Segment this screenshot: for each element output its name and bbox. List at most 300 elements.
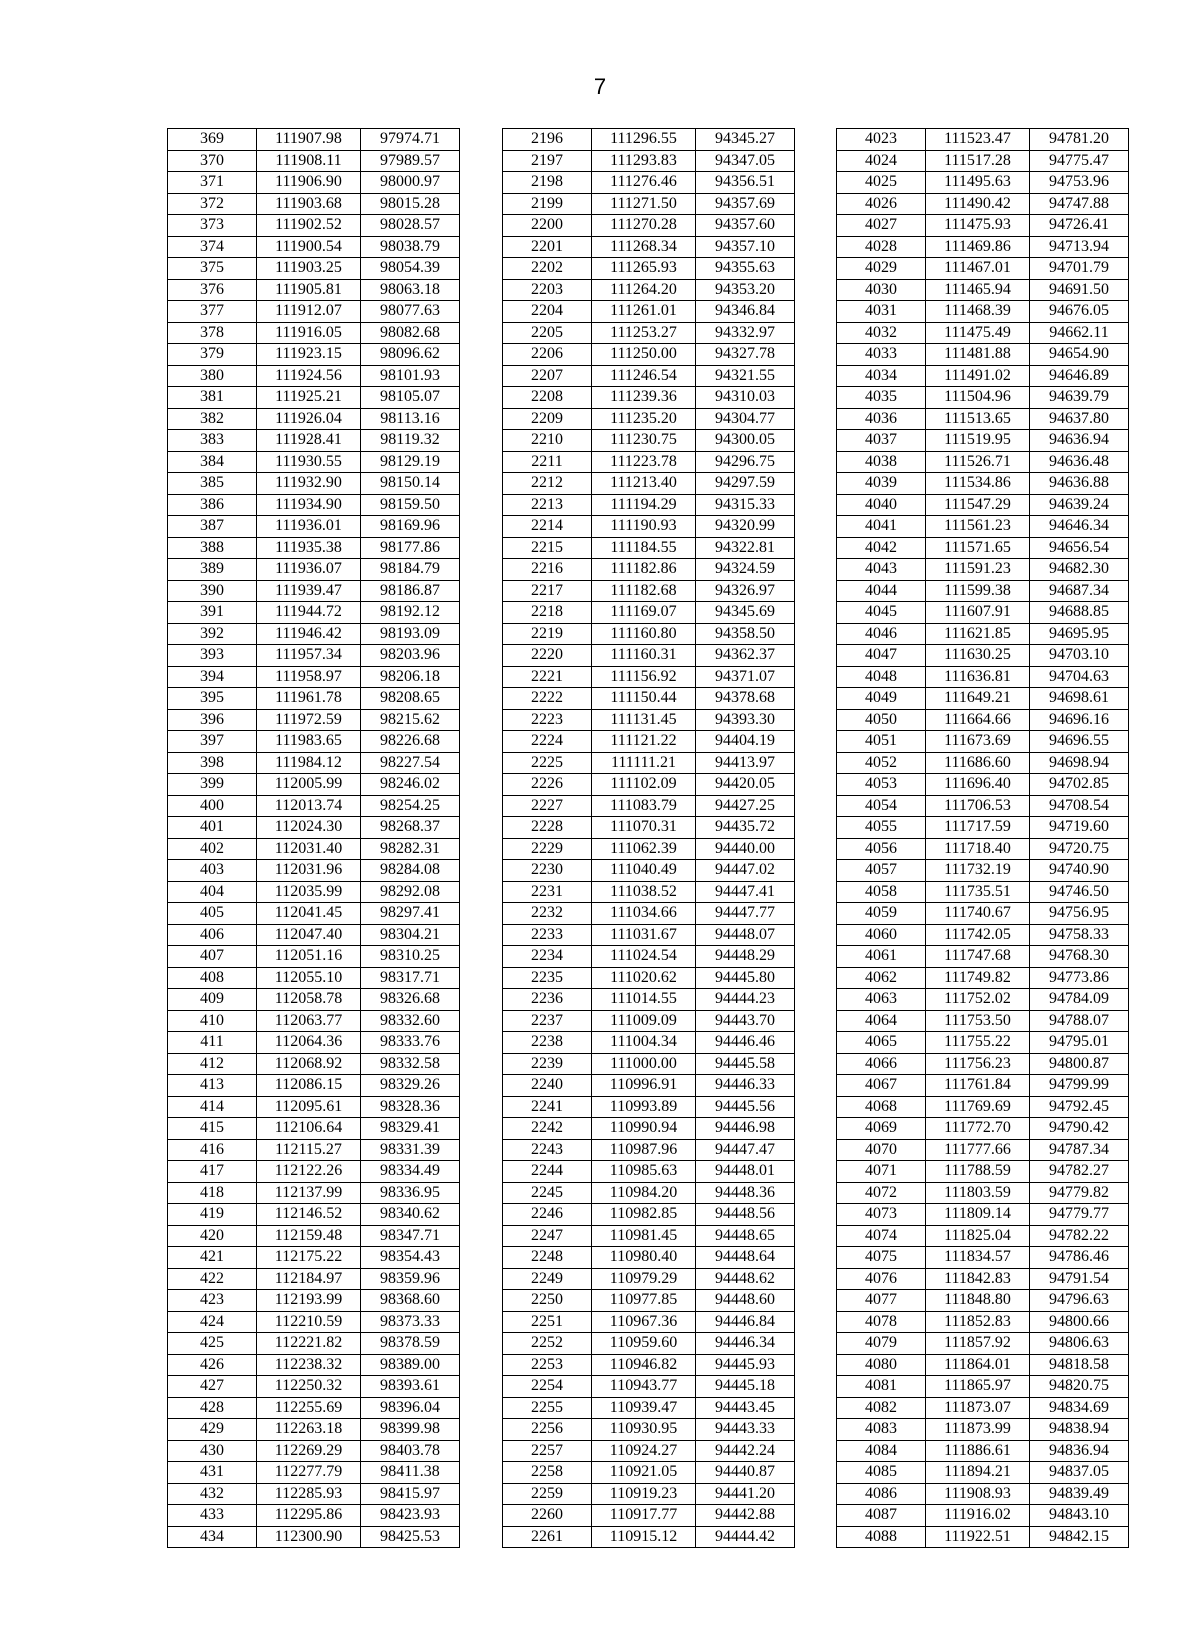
table-row	[503, 903, 795, 925]
x-coordinate-cell: 111755.22	[926, 1032, 1030, 1054]
table-row	[837, 1204, 1129, 1226]
table-row	[168, 344, 460, 366]
table-row	[837, 924, 1129, 946]
table-row	[503, 860, 795, 882]
y-coordinate-cell: 98105.07	[361, 387, 460, 409]
y-coordinate-cell: 94701.79	[1030, 258, 1129, 280]
y-coordinate-cell: 94698.61	[1030, 688, 1129, 710]
x-coordinate-cell: 112285.93	[257, 1483, 361, 1505]
table-row	[837, 1075, 1129, 1097]
y-coordinate-cell: 94758.33	[1030, 924, 1129, 946]
x-coordinate-cell: 111865.97	[926, 1376, 1030, 1398]
table-row	[168, 1526, 460, 1548]
table-row	[168, 387, 460, 409]
x-coordinate-cell: 111761.84	[926, 1075, 1030, 1097]
x-coordinate-cell: 111621.85	[926, 623, 1030, 645]
y-coordinate-cell: 98227.54	[361, 752, 460, 774]
page-number: 7	[593, 74, 607, 99]
point-number-cell: 403	[168, 860, 257, 882]
x-coordinate-cell: 111467.01	[926, 258, 1030, 280]
x-coordinate-cell: 111239.36	[592, 387, 696, 409]
point-number-cell: 4054	[837, 795, 926, 817]
x-coordinate-cell: 111156.92	[592, 666, 696, 688]
x-coordinate-cell: 110919.23	[592, 1483, 696, 1505]
table-row	[503, 494, 795, 516]
x-coordinate-cell: 111475.49	[926, 322, 1030, 344]
point-number-cell: 2219	[503, 623, 592, 645]
x-coordinate-cell: 111264.20	[592, 279, 696, 301]
table-row	[837, 322, 1129, 344]
table-row	[168, 301, 460, 323]
x-coordinate-cell: 111591.23	[926, 559, 1030, 581]
x-coordinate-cell: 111803.59	[926, 1182, 1030, 1204]
y-coordinate-cell: 94445.80	[696, 967, 795, 989]
y-coordinate-cell: 98119.32	[361, 430, 460, 452]
table-row	[837, 731, 1129, 753]
y-coordinate-cell: 94768.30	[1030, 946, 1129, 968]
table-row	[168, 1032, 460, 1054]
y-coordinate-cell: 98333.76	[361, 1032, 460, 1054]
y-coordinate-cell: 94446.98	[696, 1118, 795, 1140]
y-coordinate-cell: 98282.31	[361, 838, 460, 860]
table-row	[837, 1268, 1129, 1290]
x-coordinate-cell: 110959.60	[592, 1333, 696, 1355]
point-number-cell: 4024	[837, 150, 926, 172]
point-number-cell: 4053	[837, 774, 926, 796]
point-number-cell: 389	[168, 559, 257, 581]
x-coordinate-cell: 112035.99	[257, 881, 361, 903]
x-coordinate-cell: 111649.21	[926, 688, 1030, 710]
y-coordinate-cell: 94326.97	[696, 580, 795, 602]
y-coordinate-cell: 94782.22	[1030, 1225, 1129, 1247]
x-coordinate-cell: 112106.64	[257, 1118, 361, 1140]
table-row	[837, 559, 1129, 581]
table-row	[503, 1376, 795, 1398]
table-row	[168, 1354, 460, 1376]
point-number-cell: 4042	[837, 537, 926, 559]
table-row	[837, 1419, 1129, 1441]
x-coordinate-cell: 110987.96	[592, 1139, 696, 1161]
point-number-cell: 2230	[503, 860, 592, 882]
y-coordinate-cell: 98423.93	[361, 1505, 460, 1527]
table-row	[837, 516, 1129, 538]
table-row	[503, 1204, 795, 1226]
x-coordinate-cell: 111903.68	[257, 193, 361, 215]
point-number-cell: 425	[168, 1333, 257, 1355]
point-number-cell: 2245	[503, 1182, 592, 1204]
table-row	[837, 344, 1129, 366]
point-number-cell: 420	[168, 1225, 257, 1247]
x-coordinate-cell: 112221.82	[257, 1333, 361, 1355]
table-row	[168, 1139, 460, 1161]
table-row	[168, 924, 460, 946]
table-row	[503, 731, 795, 753]
point-number-cell: 410	[168, 1010, 257, 1032]
table-row	[168, 473, 460, 495]
table-row	[503, 580, 795, 602]
point-number-cell: 419	[168, 1204, 257, 1226]
point-number-cell: 406	[168, 924, 257, 946]
point-number-cell: 2248	[503, 1247, 592, 1269]
point-number-cell: 411	[168, 1032, 257, 1054]
x-coordinate-cell: 110930.95	[592, 1419, 696, 1441]
point-number-cell: 4087	[837, 1505, 926, 1527]
x-coordinate-cell: 111753.50	[926, 1010, 1030, 1032]
table-row	[837, 881, 1129, 903]
x-coordinate-cell: 111905.81	[257, 279, 361, 301]
point-number-cell: 4047	[837, 645, 926, 667]
point-number-cell: 413	[168, 1075, 257, 1097]
table-row	[168, 1333, 460, 1355]
x-coordinate-cell: 112255.69	[257, 1397, 361, 1419]
point-number-cell: 4073	[837, 1204, 926, 1226]
y-coordinate-cell: 98297.41	[361, 903, 460, 925]
table-row	[837, 666, 1129, 688]
point-number-cell: 2254	[503, 1376, 592, 1398]
x-coordinate-cell: 111926.04	[257, 408, 361, 430]
x-coordinate-cell: 111696.40	[926, 774, 1030, 796]
y-coordinate-cell: 94448.62	[696, 1268, 795, 1290]
y-coordinate-cell: 94420.05	[696, 774, 795, 796]
point-number-cell: 2247	[503, 1225, 592, 1247]
point-number-cell: 4049	[837, 688, 926, 710]
point-number-cell: 4058	[837, 881, 926, 903]
point-number-cell: 4034	[837, 365, 926, 387]
x-coordinate-cell: 111102.09	[592, 774, 696, 796]
y-coordinate-cell: 94442.88	[696, 1505, 795, 1527]
table-row	[503, 1139, 795, 1161]
x-coordinate-cell: 110943.77	[592, 1376, 696, 1398]
y-coordinate-cell: 98113.16	[361, 408, 460, 430]
point-number-cell: 2236	[503, 989, 592, 1011]
point-number-cell: 4085	[837, 1462, 926, 1484]
y-coordinate-cell: 94322.81	[696, 537, 795, 559]
point-number-cell: 382	[168, 408, 257, 430]
point-number-cell: 4050	[837, 709, 926, 731]
y-coordinate-cell: 94687.34	[1030, 580, 1129, 602]
x-coordinate-cell: 111630.25	[926, 645, 1030, 667]
x-coordinate-cell: 111924.56	[257, 365, 361, 387]
table-row	[168, 817, 460, 839]
x-coordinate-cell: 111673.69	[926, 731, 1030, 753]
point-number-cell: 4033	[837, 344, 926, 366]
y-coordinate-cell: 94440.00	[696, 838, 795, 860]
x-coordinate-cell: 111223.78	[592, 451, 696, 473]
point-number-cell: 4035	[837, 387, 926, 409]
x-coordinate-cell: 111944.72	[257, 602, 361, 624]
point-number-cell: 2217	[503, 580, 592, 602]
x-coordinate-cell: 111513.65	[926, 408, 1030, 430]
y-coordinate-cell: 94347.05	[696, 150, 795, 172]
y-coordinate-cell: 94440.87	[696, 1462, 795, 1484]
point-number-cell: 2215	[503, 537, 592, 559]
table-row	[168, 537, 460, 559]
table-row	[503, 559, 795, 581]
point-number-cell: 421	[168, 1247, 257, 1269]
y-coordinate-cell: 98292.08	[361, 881, 460, 903]
x-coordinate-cell: 111547.29	[926, 494, 1030, 516]
point-number-cell: 422	[168, 1268, 257, 1290]
point-number-cell: 434	[168, 1526, 257, 1548]
x-coordinate-cell: 111250.00	[592, 344, 696, 366]
table-row	[168, 172, 460, 194]
x-coordinate-cell: 111908.11	[257, 150, 361, 172]
table-row	[168, 1161, 460, 1183]
y-coordinate-cell: 98268.37	[361, 817, 460, 839]
table-row	[837, 430, 1129, 452]
table-row	[168, 1225, 460, 1247]
table-row	[503, 967, 795, 989]
x-coordinate-cell: 111788.59	[926, 1161, 1030, 1183]
point-number-cell: 2239	[503, 1053, 592, 1075]
point-number-cell: 4048	[837, 666, 926, 688]
table-row	[837, 860, 1129, 882]
y-coordinate-cell: 98192.12	[361, 602, 460, 624]
point-number-cell: 4063	[837, 989, 926, 1011]
y-coordinate-cell: 98226.68	[361, 731, 460, 753]
point-number-cell: 2258	[503, 1462, 592, 1484]
x-coordinate-cell: 111972.59	[257, 709, 361, 731]
y-coordinate-cell: 94792.45	[1030, 1096, 1129, 1118]
table-row	[503, 215, 795, 237]
y-coordinate-cell: 94448.56	[696, 1204, 795, 1226]
y-coordinate-cell: 94818.58	[1030, 1354, 1129, 1376]
x-coordinate-cell: 111735.51	[926, 881, 1030, 903]
point-number-cell: 4029	[837, 258, 926, 280]
table-row	[168, 1118, 460, 1140]
coordinates-table-1	[167, 128, 460, 1548]
x-coordinate-cell: 111190.93	[592, 516, 696, 538]
x-coordinate-cell: 111182.86	[592, 559, 696, 581]
x-coordinate-cell: 111756.23	[926, 1053, 1030, 1075]
point-number-cell: 387	[168, 516, 257, 538]
y-coordinate-cell: 98403.78	[361, 1440, 460, 1462]
y-coordinate-cell: 98326.68	[361, 989, 460, 1011]
y-coordinate-cell: 98101.93	[361, 365, 460, 387]
table-row	[168, 258, 460, 280]
y-coordinate-cell: 94355.63	[696, 258, 795, 280]
table-row	[837, 236, 1129, 258]
table-row	[168, 989, 460, 1011]
point-number-cell: 2214	[503, 516, 592, 538]
x-coordinate-cell: 112250.32	[257, 1376, 361, 1398]
table-row	[168, 752, 460, 774]
x-coordinate-cell: 111270.28	[592, 215, 696, 237]
table-row	[837, 774, 1129, 796]
table-row	[503, 1505, 795, 1527]
table-row	[837, 1354, 1129, 1376]
point-number-cell: 2204	[503, 301, 592, 323]
table-row	[168, 967, 460, 989]
y-coordinate-cell: 94637.80	[1030, 408, 1129, 430]
y-coordinate-cell: 94639.24	[1030, 494, 1129, 516]
table-row	[168, 1010, 460, 1032]
x-coordinate-cell: 112031.40	[257, 838, 361, 860]
table-row	[168, 860, 460, 882]
y-coordinate-cell: 94353.20	[696, 279, 795, 301]
point-number-cell: 426	[168, 1354, 257, 1376]
y-coordinate-cell: 94662.11	[1030, 322, 1129, 344]
table-row	[168, 1268, 460, 1290]
y-coordinate-cell: 94444.42	[696, 1526, 795, 1548]
point-number-cell: 2231	[503, 881, 592, 903]
y-coordinate-cell: 94753.96	[1030, 172, 1129, 194]
y-coordinate-cell: 94446.33	[696, 1075, 795, 1097]
x-coordinate-cell: 112005.99	[257, 774, 361, 796]
point-number-cell: 427	[168, 1376, 257, 1398]
point-number-cell: 2222	[503, 688, 592, 710]
x-coordinate-cell: 111571.65	[926, 537, 1030, 559]
point-number-cell: 2218	[503, 602, 592, 624]
x-coordinate-cell: 111607.91	[926, 602, 1030, 624]
y-coordinate-cell: 98203.96	[361, 645, 460, 667]
table-row	[837, 1397, 1129, 1419]
y-coordinate-cell: 94441.20	[696, 1483, 795, 1505]
y-coordinate-cell: 94796.63	[1030, 1290, 1129, 1312]
x-coordinate-cell: 112159.48	[257, 1225, 361, 1247]
table-row	[168, 946, 460, 968]
table-row	[503, 602, 795, 624]
table-row	[168, 1096, 460, 1118]
y-coordinate-cell: 94691.50	[1030, 279, 1129, 301]
y-coordinate-cell: 94756.95	[1030, 903, 1129, 925]
y-coordinate-cell: 94740.90	[1030, 860, 1129, 882]
x-coordinate-cell: 110921.05	[592, 1462, 696, 1484]
table-row	[168, 150, 460, 172]
y-coordinate-cell: 94696.55	[1030, 731, 1129, 753]
point-number-cell: 2256	[503, 1419, 592, 1441]
point-number-cell: 385	[168, 473, 257, 495]
table-row	[837, 903, 1129, 925]
y-coordinate-cell: 94784.09	[1030, 989, 1129, 1011]
table-row	[168, 602, 460, 624]
y-coordinate-cell: 98354.43	[361, 1247, 460, 1269]
y-coordinate-cell: 98347.71	[361, 1225, 460, 1247]
x-coordinate-cell: 111490.42	[926, 193, 1030, 215]
y-coordinate-cell: 94427.25	[696, 795, 795, 817]
y-coordinate-cell: 94445.93	[696, 1354, 795, 1376]
point-number-cell: 4028	[837, 236, 926, 258]
table-row	[503, 1333, 795, 1355]
y-coordinate-cell: 94713.94	[1030, 236, 1129, 258]
table-row	[837, 580, 1129, 602]
x-coordinate-cell: 112238.32	[257, 1354, 361, 1376]
y-coordinate-cell: 94445.56	[696, 1096, 795, 1118]
point-number-cell: 4071	[837, 1161, 926, 1183]
x-coordinate-cell: 112115.27	[257, 1139, 361, 1161]
point-number-cell: 424	[168, 1311, 257, 1333]
y-coordinate-cell: 94297.59	[696, 473, 795, 495]
x-coordinate-cell: 112263.18	[257, 1419, 361, 1441]
y-coordinate-cell: 94786.46	[1030, 1247, 1129, 1269]
table-row	[503, 516, 795, 538]
y-coordinate-cell: 94746.50	[1030, 881, 1129, 903]
x-coordinate-cell: 110990.94	[592, 1118, 696, 1140]
y-coordinate-cell: 98284.08	[361, 860, 460, 882]
y-coordinate-cell: 94773.86	[1030, 967, 1129, 989]
point-number-cell: 4074	[837, 1225, 926, 1247]
point-number-cell: 2227	[503, 795, 592, 817]
x-coordinate-cell: 110984.20	[592, 1182, 696, 1204]
x-coordinate-cell: 111686.60	[926, 752, 1030, 774]
y-coordinate-cell: 94781.20	[1030, 129, 1129, 151]
x-coordinate-cell: 111958.97	[257, 666, 361, 688]
y-coordinate-cell: 94435.72	[696, 817, 795, 839]
y-coordinate-cell: 94842.15	[1030, 1526, 1129, 1548]
point-number-cell: 4075	[837, 1247, 926, 1269]
point-number-cell: 4027	[837, 215, 926, 237]
y-coordinate-cell: 94636.94	[1030, 430, 1129, 452]
y-coordinate-cell: 98150.14	[361, 473, 460, 495]
point-number-cell: 371	[168, 172, 257, 194]
y-coordinate-cell: 94696.16	[1030, 709, 1129, 731]
y-coordinate-cell: 94448.07	[696, 924, 795, 946]
x-coordinate-cell: 110967.36	[592, 1311, 696, 1333]
y-coordinate-cell: 98368.60	[361, 1290, 460, 1312]
x-coordinate-cell: 110980.40	[592, 1247, 696, 1269]
y-coordinate-cell: 94639.79	[1030, 387, 1129, 409]
point-number-cell: 4078	[837, 1311, 926, 1333]
point-number-cell: 370	[168, 150, 257, 172]
point-number-cell: 399	[168, 774, 257, 796]
table-row	[503, 1268, 795, 1290]
point-number-cell: 2226	[503, 774, 592, 796]
x-coordinate-cell: 111062.39	[592, 838, 696, 860]
x-coordinate-cell: 112031.96	[257, 860, 361, 882]
y-coordinate-cell: 98396.04	[361, 1397, 460, 1419]
point-number-cell: 2209	[503, 408, 592, 430]
x-coordinate-cell: 112122.26	[257, 1161, 361, 1183]
y-coordinate-cell: 94806.63	[1030, 1333, 1129, 1355]
table-row	[168, 1053, 460, 1075]
x-coordinate-cell: 111939.47	[257, 580, 361, 602]
table-row	[168, 451, 460, 473]
x-coordinate-cell: 111664.66	[926, 709, 1030, 731]
point-number-cell: 4056	[837, 838, 926, 860]
point-number-cell: 396	[168, 709, 257, 731]
y-coordinate-cell: 94443.70	[696, 1010, 795, 1032]
table-row	[168, 688, 460, 710]
y-coordinate-cell: 94775.47	[1030, 150, 1129, 172]
table-row	[837, 1526, 1129, 1548]
x-coordinate-cell: 111160.31	[592, 645, 696, 667]
x-coordinate-cell: 111922.51	[926, 1526, 1030, 1548]
point-number-cell: 4069	[837, 1118, 926, 1140]
point-number-cell: 2257	[503, 1440, 592, 1462]
point-number-cell: 401	[168, 817, 257, 839]
x-coordinate-cell: 111777.66	[926, 1139, 1030, 1161]
table-row	[837, 387, 1129, 409]
table-row	[168, 645, 460, 667]
point-number-cell: 2249	[503, 1268, 592, 1290]
table-row	[503, 1462, 795, 1484]
y-coordinate-cell: 98000.97	[361, 172, 460, 194]
y-coordinate-cell: 94834.69	[1030, 1397, 1129, 1419]
x-coordinate-cell: 111523.47	[926, 129, 1030, 151]
x-coordinate-cell: 111083.79	[592, 795, 696, 817]
table-row	[503, 150, 795, 172]
x-coordinate-cell: 111131.45	[592, 709, 696, 731]
point-number-cell: 4044	[837, 580, 926, 602]
y-coordinate-cell: 98332.60	[361, 1010, 460, 1032]
x-coordinate-cell: 111491.02	[926, 365, 1030, 387]
x-coordinate-cell: 111936.07	[257, 559, 361, 581]
table-row	[503, 537, 795, 559]
y-coordinate-cell: 94779.82	[1030, 1182, 1129, 1204]
table-row	[837, 1139, 1129, 1161]
table-row	[837, 1505, 1129, 1527]
x-coordinate-cell: 111160.80	[592, 623, 696, 645]
